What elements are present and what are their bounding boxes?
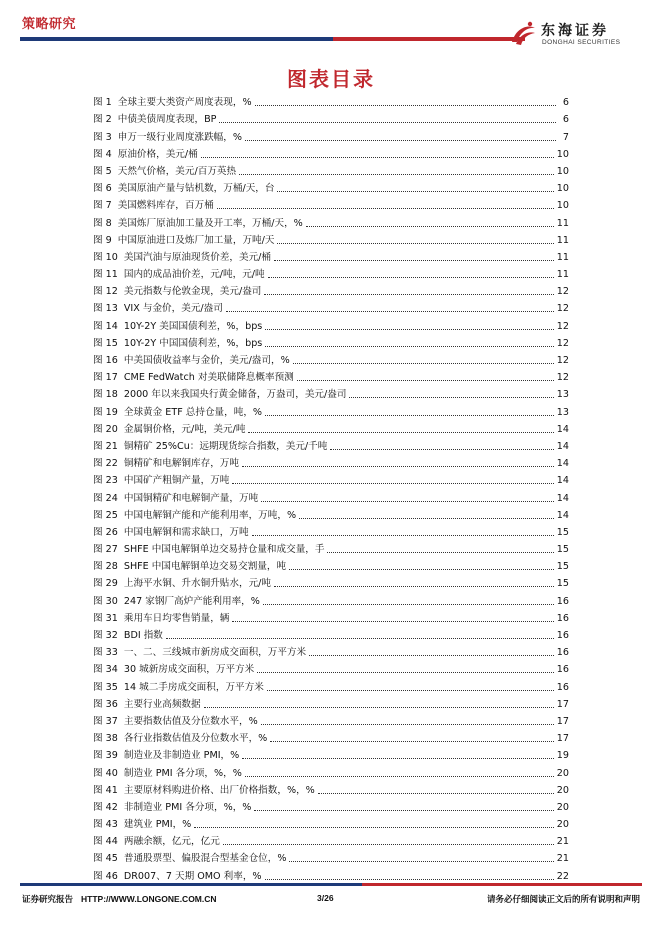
toc-entry-label [93, 561, 286, 573]
toc-entry-leader [265, 415, 554, 416]
toc-entry-number: 图 15 [93, 337, 118, 349]
toc-entry-text: 铜精矿 25%Cu：远期现货综合指数，美元/千吨 [123, 440, 328, 452]
toc-entry-label [93, 475, 229, 487]
toc-entry-leader [327, 552, 553, 553]
toc-entry-text: 天然气价格，美元/百万英热 [117, 165, 237, 177]
toc-entry-page: 10 [556, 165, 569, 177]
toc-list [93, 92, 569, 883]
toc-entry[interactable] [93, 865, 569, 882]
toc-entry-number: 图 33 [93, 647, 118, 659]
toc-entry-text: 中国铜精矿和电解铜产量，万吨 [123, 492, 259, 504]
toc-entry-page: 20 [556, 801, 569, 813]
toc-entry[interactable] [93, 453, 569, 470]
toc-entry-label [93, 750, 239, 762]
toc-entry-label [93, 338, 262, 350]
toc-entry-number: 图 26 [93, 526, 118, 538]
toc-entry[interactable] [93, 144, 569, 161]
toc-entry-label [93, 630, 163, 642]
toc-entry-number: 图 21 [93, 440, 118, 452]
toc-entry-label [93, 441, 327, 453]
toc-entry-text: 铜精矿和电解铜库存，万吨 [123, 458, 239, 470]
toc-entry-label [93, 321, 262, 333]
toc-entry-number: 图 4 [93, 148, 112, 160]
toc-entry-text: 制造业及非制造业 PMI，% [123, 750, 240, 762]
toc-entry-number: 图 23 [93, 475, 118, 487]
toc-entry[interactable] [93, 333, 569, 350]
toc-entry[interactable] [93, 419, 569, 436]
footer-report-label: 证券研究报告 [22, 895, 74, 905]
toc-entry-label [93, 647, 306, 659]
toc-entry-leader [330, 449, 553, 450]
toc-entry[interactable] [93, 522, 569, 539]
toc-entry-text: 主要原材料购进价格、出厂价格指数，%，% [123, 784, 315, 796]
toc-entry-page: 12 [556, 372, 569, 384]
toc-entry-page: 14 [556, 458, 569, 470]
toc-entry-text: 美国原油产量与钻机数，万桶/天，台 [117, 183, 275, 195]
toc-entry-leader [261, 724, 554, 725]
logo-name-en: DONGHAI SECURITIES [542, 39, 621, 46]
toc-entry-page: 17 [556, 698, 569, 710]
toc-entry-number: 图 2 [93, 114, 112, 126]
toc-entry-label [93, 424, 245, 436]
toc-entry-label [93, 286, 261, 298]
toc-entry-text: 金属铜价格，元/吨，美元/吨 [123, 423, 246, 435]
toc-entry[interactable] [93, 195, 569, 212]
toc-entry-label [93, 596, 260, 608]
toc-entry-number: 图 40 [93, 767, 118, 779]
toc-entry[interactable] [93, 161, 569, 178]
toc-entry-number: 图 27 [93, 544, 118, 556]
toc-entry-page: 14 [556, 423, 569, 435]
toc-entry[interactable] [93, 745, 569, 762]
toc-entry[interactable] [93, 711, 569, 728]
toc-entry-label [93, 613, 229, 625]
toc-entry-label [93, 218, 303, 230]
toc-entry-page: 14 [556, 509, 569, 521]
toc-entry-page: 10 [556, 200, 569, 212]
toc-entry-number: 图 41 [93, 784, 118, 796]
toc-entry-page: 14 [556, 492, 569, 504]
toc-entry-page: 16 [556, 681, 569, 693]
toc-entry[interactable] [93, 264, 569, 281]
toc-entry-number: 图 38 [93, 733, 118, 745]
toc-entry-page: 11 [556, 269, 569, 281]
toc-entry[interactable] [93, 676, 569, 693]
toc-entry-leader [257, 672, 554, 673]
toc-entry-leader [293, 363, 554, 364]
toc-entry-page: 13 [556, 389, 569, 401]
toc-entry-text: BDI 指数 [123, 630, 163, 641]
toc-entry-leader [289, 861, 553, 862]
toc-entry-text: 14 城二手房成交面积，万平方米 [123, 681, 264, 693]
toc-entry-label [93, 389, 346, 401]
toc-entry-leader [261, 501, 554, 502]
toc-entry-leader [232, 621, 553, 622]
toc-entry-number: 图 30 [93, 595, 118, 607]
toc-entry-leader [265, 879, 554, 880]
toc-entry-page: 10 [556, 148, 569, 160]
toc-entry-leader [306, 226, 554, 227]
toc-entry-page: 7 [562, 131, 569, 143]
toc-entry-page: 16 [556, 595, 569, 607]
header-rule [20, 37, 525, 41]
toc-entry[interactable] [93, 487, 569, 504]
toc-entry-leader [232, 483, 553, 484]
toc-entry-number: 图 44 [93, 836, 118, 848]
toc-entry-number: 图 39 [93, 750, 118, 762]
toc-entry-label [93, 252, 271, 264]
toc-entry-number: 图 12 [93, 286, 118, 298]
toc-entry-label [93, 372, 294, 384]
toc-entry-label [93, 97, 252, 109]
toc-entry-text: 中债美债周度表现，BP [117, 114, 217, 126]
toc-entry-leader [277, 243, 553, 244]
toc-entry-leader [226, 311, 554, 312]
toc-entry-page: 15 [556, 578, 569, 590]
toc-entry-number: 图 3 [93, 131, 112, 143]
toc-entry-page: 12 [556, 303, 569, 315]
toc-entry-number: 图 42 [93, 801, 118, 813]
toc-entry[interactable] [93, 384, 569, 401]
toc-entry-page: 16 [556, 664, 569, 676]
footer-left [22, 893, 217, 905]
company-logo [508, 18, 648, 54]
footer-page-number: 3/26 [317, 893, 334, 903]
toc-entry-text: 美元指数与伦敦金现，美元/盎司 [123, 286, 262, 298]
toc-entry[interactable] [93, 831, 569, 848]
toc-entry-page: 11 [556, 234, 569, 246]
toc-entry[interactable] [93, 797, 569, 814]
toc-entry-label [93, 819, 191, 831]
toc-entry[interactable] [93, 762, 569, 779]
toc-entry-label [93, 544, 324, 556]
toc-entry-label [93, 682, 264, 694]
toc-entry-text: 各行业指数估值及分位数水平，% [123, 733, 268, 745]
toc-entry-leader [274, 586, 554, 587]
toc-entry-text: 10Y-2Y 中国国债利差，%，bps [123, 337, 263, 349]
toc-entry-label [93, 716, 258, 728]
toc-entry-text: 主要行业高频数据 [123, 698, 201, 710]
toc-entry-page: 17 [556, 733, 569, 745]
toc-entry-leader [297, 380, 554, 381]
toc-entry[interactable] [93, 573, 569, 590]
toc-entry-text: 国内的成品油价差，元/吨，元/吨 [123, 269, 265, 281]
toc-entry-label [93, 664, 254, 676]
toc-entry[interactable] [93, 625, 569, 642]
toc-entry-text: SHFE 中国电解铜单边交易交割量，吨 [123, 561, 287, 573]
toc-entry-text: CME FedWatch 对美联储降息概率预测 [123, 372, 294, 384]
toc-entry-number: 图 16 [93, 355, 118, 366]
toc-entry-page: 11 [556, 251, 569, 263]
toc-entry-number: 图 6 [93, 183, 112, 195]
toc-entry-label [93, 785, 315, 797]
toc-entry-text: 美国炼厂原油加工量及开工率，万桶/天，% [117, 217, 303, 229]
toc-entry-text: 中国电解铜和需求缺口，万吨 [123, 526, 249, 538]
toc-entry[interactable] [93, 814, 569, 831]
toc-entry-label [93, 871, 262, 883]
toc-entry-text: 申万一级行业周度涨跌幅，% [117, 131, 242, 143]
toc-entry-text: 主要指数估值及分位数水平，% [123, 715, 258, 727]
toc-entry[interactable] [93, 848, 569, 865]
toc-entry-label [93, 235, 274, 247]
toc-entry-text: 中国原油进口及炼厂加工量，万吨/天 [117, 234, 275, 246]
toc-entry-page: 20 [556, 819, 569, 831]
toc-entry-page: 16 [556, 630, 569, 641]
toc-entry-label [93, 200, 214, 212]
footer-url[interactable]: HTTP://WWW.LONGONE.COM.CN [81, 894, 217, 904]
toc-entry-text: 建筑业 PMI，% [123, 819, 192, 831]
toc-entry-leader [219, 122, 556, 123]
toc-entry-leader [309, 655, 554, 656]
toc-entry-label [93, 269, 265, 281]
toc-entry-label [93, 132, 242, 144]
toc-entry-leader [255, 105, 556, 106]
toc-entry-label [93, 493, 258, 505]
toc-entry-number: 图 8 [93, 217, 112, 229]
toc-entry-text: 10Y-2Y 美国国债利差，%，bps [123, 320, 263, 332]
toc-entry-label [93, 183, 274, 195]
toc-entry-label [93, 853, 286, 865]
toc-entry-leader [274, 260, 554, 261]
toc-entry-page: 21 [556, 853, 569, 865]
toc-entry-leader [248, 432, 553, 433]
toc-entry[interactable] [93, 109, 569, 126]
toc-entry-text: 一、二、三线城市新房成交面积，万平方米 [123, 647, 307, 659]
toc-entry[interactable] [93, 350, 569, 367]
toc-entry-leader [289, 569, 554, 570]
toc-entry-label [93, 733, 267, 745]
toc-entry-page: 10 [556, 183, 569, 195]
toc-entry-label [93, 527, 249, 539]
toc-entry-text: 制造业 PMI 各分项，%，% [123, 767, 242, 779]
toc-entry[interactable] [93, 315, 569, 332]
toc-entry[interactable] [93, 642, 569, 659]
toc-entry[interactable] [93, 247, 569, 264]
page-title: 图表目录 [287, 67, 375, 91]
toc-entry-label [93, 149, 198, 161]
toc-entry-leader [277, 191, 553, 192]
toc-entry[interactable] [93, 590, 569, 607]
toc-entry-text: 美国汽油与原油现货价差，美元/桶 [123, 251, 271, 263]
toc-entry-page: 15 [556, 526, 569, 538]
section-tag: 策略研究 [22, 17, 77, 32]
toc-entry-label [93, 802, 251, 814]
toc-entry-leader [267, 690, 554, 691]
toc-entry[interactable] [93, 780, 569, 797]
toc-entry[interactable] [93, 401, 569, 418]
toc-entry-text: 全球主要大类资产周度表现，% [117, 97, 252, 109]
toc-entry-text: 中国矿产粗铜产量，万吨 [123, 475, 230, 487]
toc-entry-label [93, 768, 242, 780]
toc-entry-leader [263, 604, 554, 605]
toc-entry-label [93, 836, 220, 848]
toc-entry-label [93, 578, 271, 590]
toc-entry-leader [242, 466, 554, 467]
toc-entry-page: 12 [556, 286, 569, 298]
toc-entry-leader [349, 397, 553, 398]
logo-name-cn: 东海证券 [541, 23, 609, 39]
toc-entry-leader [201, 157, 554, 158]
toc-entry-leader [217, 208, 554, 209]
toc-entry-label [93, 510, 296, 522]
toc-entry-leader [245, 776, 554, 777]
toc-entry[interactable] [93, 126, 569, 143]
toc-entry-page: 16 [556, 647, 569, 659]
toc-entry-number: 图 13 [93, 303, 118, 315]
toc-entry[interactable] [93, 298, 569, 315]
toc-entry-text: 两融余额，亿元，亿元 [123, 836, 220, 848]
toc-entry[interactable] [93, 367, 569, 384]
toc-entry-leader [318, 793, 554, 794]
toc-entry[interactable] [93, 556, 569, 573]
toc-entry[interactable] [93, 728, 569, 745]
toc-entry-leader [166, 638, 554, 639]
footer-disclaimer: 请务必仔细阅读正文后的所有说明和声明 [486, 895, 640, 905]
toc-entry-number: 图 5 [93, 165, 112, 177]
toc-entry-leader [264, 294, 553, 295]
toc-entry-label [93, 458, 239, 470]
toc-entry[interactable] [93, 281, 569, 298]
toc-entry-page: 15 [556, 544, 569, 556]
toc-entry-number: 图 31 [93, 612, 118, 624]
toc-entry-label [93, 407, 262, 419]
toc-entry-page: 14 [556, 440, 569, 452]
footer-rule [20, 883, 642, 886]
toc-entry-number: 图 18 [93, 389, 118, 401]
toc-entry-number: 图 28 [93, 561, 118, 573]
toc-entry[interactable] [93, 608, 569, 625]
toc-entry-leader [252, 535, 554, 536]
toc-entry-text: 中国电解铜产能和产能利用率，万吨，% [123, 509, 297, 521]
toc-entry-page: 17 [556, 715, 569, 727]
toc-entry-text: 原油价格，美元/桶 [117, 148, 198, 160]
toc-entry[interactable] [93, 436, 569, 453]
toc-entry-text: 30 城新房成交面积，万平方米 [123, 664, 255, 676]
toc-entry-text: 中美国债收益率与金价，美元/盎司，% [123, 355, 290, 366]
toc-entry[interactable] [93, 694, 569, 711]
toc-entry-number: 图 9 [93, 234, 112, 246]
toc-entry-number: 图 37 [93, 715, 118, 727]
toc-entry-number: 图 34 [93, 664, 118, 676]
toc-entry-page: 13 [556, 406, 569, 418]
toc-entry-number: 图 25 [93, 509, 118, 521]
toc-entry[interactable] [93, 230, 569, 247]
toc-entry-leader [194, 827, 553, 828]
toc-entry-leader [265, 346, 553, 347]
toc-entry-label [93, 699, 201, 711]
toc-entry-page: 14 [556, 475, 569, 487]
toc-entry-page: 12 [556, 355, 569, 366]
toc-entry-page: 6 [562, 97, 569, 109]
toc-entry-label [93, 355, 290, 367]
toc-entry-leader [245, 140, 556, 141]
toc-entry-page: 12 [556, 320, 569, 332]
toc-entry[interactable] [93, 539, 569, 556]
toc-entry-text: VIX 与金价，美元/盎司 [123, 303, 223, 315]
toc-entry-page: 15 [556, 561, 569, 573]
toc-entry-label [93, 166, 236, 178]
toc-entry-text: 上海平水铜、升水铜升贴水，元/吨 [123, 578, 271, 590]
toc-entry-number: 图 32 [93, 630, 118, 641]
toc-entry[interactable] [93, 505, 569, 522]
toc-entry-text: DR007、7 天期 OMO 利率，% [123, 870, 262, 882]
toc-entry-text: 普通股票型、偏股混合型基金仓位，% [123, 853, 287, 865]
toc-entry-text: 2000 年以来我国央行黄金储备，万盎司，美元/盎司 [123, 389, 347, 401]
logo-mark-icon [508, 18, 538, 48]
toc-entry-number: 图 14 [93, 320, 118, 332]
toc-entry-text: 非制造业 PMI 各分项，%，% [123, 801, 252, 813]
toc-entry-text: 乘用车日均零售销量，辆 [123, 612, 230, 624]
toc-entry-leader [204, 707, 554, 708]
toc-entry[interactable] [93, 470, 569, 487]
toc-entry-page: 22 [556, 870, 569, 882]
toc-entry-text: 247 家钢厂高炉产能利用率，% [123, 595, 260, 607]
toc-entry-page: 12 [556, 337, 569, 349]
toc-entry-text: SHFE 中国电解铜单边交易持仓量和成交量，手 [123, 544, 325, 556]
toc-entry-page: 6 [562, 114, 569, 126]
toc-entry-page: 21 [556, 836, 569, 848]
toc-entry-number: 图 24 [93, 492, 118, 504]
toc-entry-page: 11 [556, 217, 569, 229]
toc-entry-number: 图 43 [93, 819, 118, 831]
toc-entry-number: 图 36 [93, 698, 118, 710]
toc-entry[interactable] [93, 92, 569, 109]
toc-entry-number: 图 1 [93, 97, 112, 109]
toc-entry[interactable] [93, 178, 569, 195]
toc-entry[interactable] [93, 212, 569, 229]
toc-entry-page: 19 [556, 750, 569, 762]
toc-entry-number: 图 29 [93, 578, 118, 590]
toc-entry-page: 20 [556, 767, 569, 779]
toc-entry-leader [242, 758, 554, 759]
toc-entry-number: 图 7 [93, 200, 112, 212]
toc-entry-number: 图 11 [93, 269, 118, 281]
toc-entry-number: 图 46 [93, 870, 118, 882]
toc-entry-label [93, 303, 223, 315]
toc-entry-number: 图 10 [93, 251, 118, 263]
toc-entry-text: 美国燃料库存，百万桶 [117, 200, 214, 212]
toc-entry-leader [268, 277, 554, 278]
toc-entry-number: 图 35 [93, 681, 118, 693]
toc-entry-text: 全球黄金 ETF 总持仓量，吨，% [123, 406, 263, 418]
toc-entry-leader [223, 844, 554, 845]
toc-entry-leader [265, 329, 553, 330]
toc-entry-number: 图 20 [93, 423, 118, 435]
toc-entry-number: 图 45 [93, 853, 118, 865]
toc-entry-leader [299, 518, 554, 519]
toc-entry[interactable] [93, 659, 569, 676]
toc-entry-page: 20 [556, 784, 569, 796]
toc-entry-number: 图 22 [93, 458, 118, 470]
toc-entry-leader [239, 174, 554, 175]
toc-entry-leader [270, 741, 553, 742]
toc-entry-page: 16 [556, 612, 569, 624]
toc-entry-leader [254, 810, 553, 811]
toc-entry-number: 图 19 [93, 406, 118, 418]
toc-entry-label [93, 114, 216, 126]
toc-entry-number: 图 17 [93, 372, 118, 384]
